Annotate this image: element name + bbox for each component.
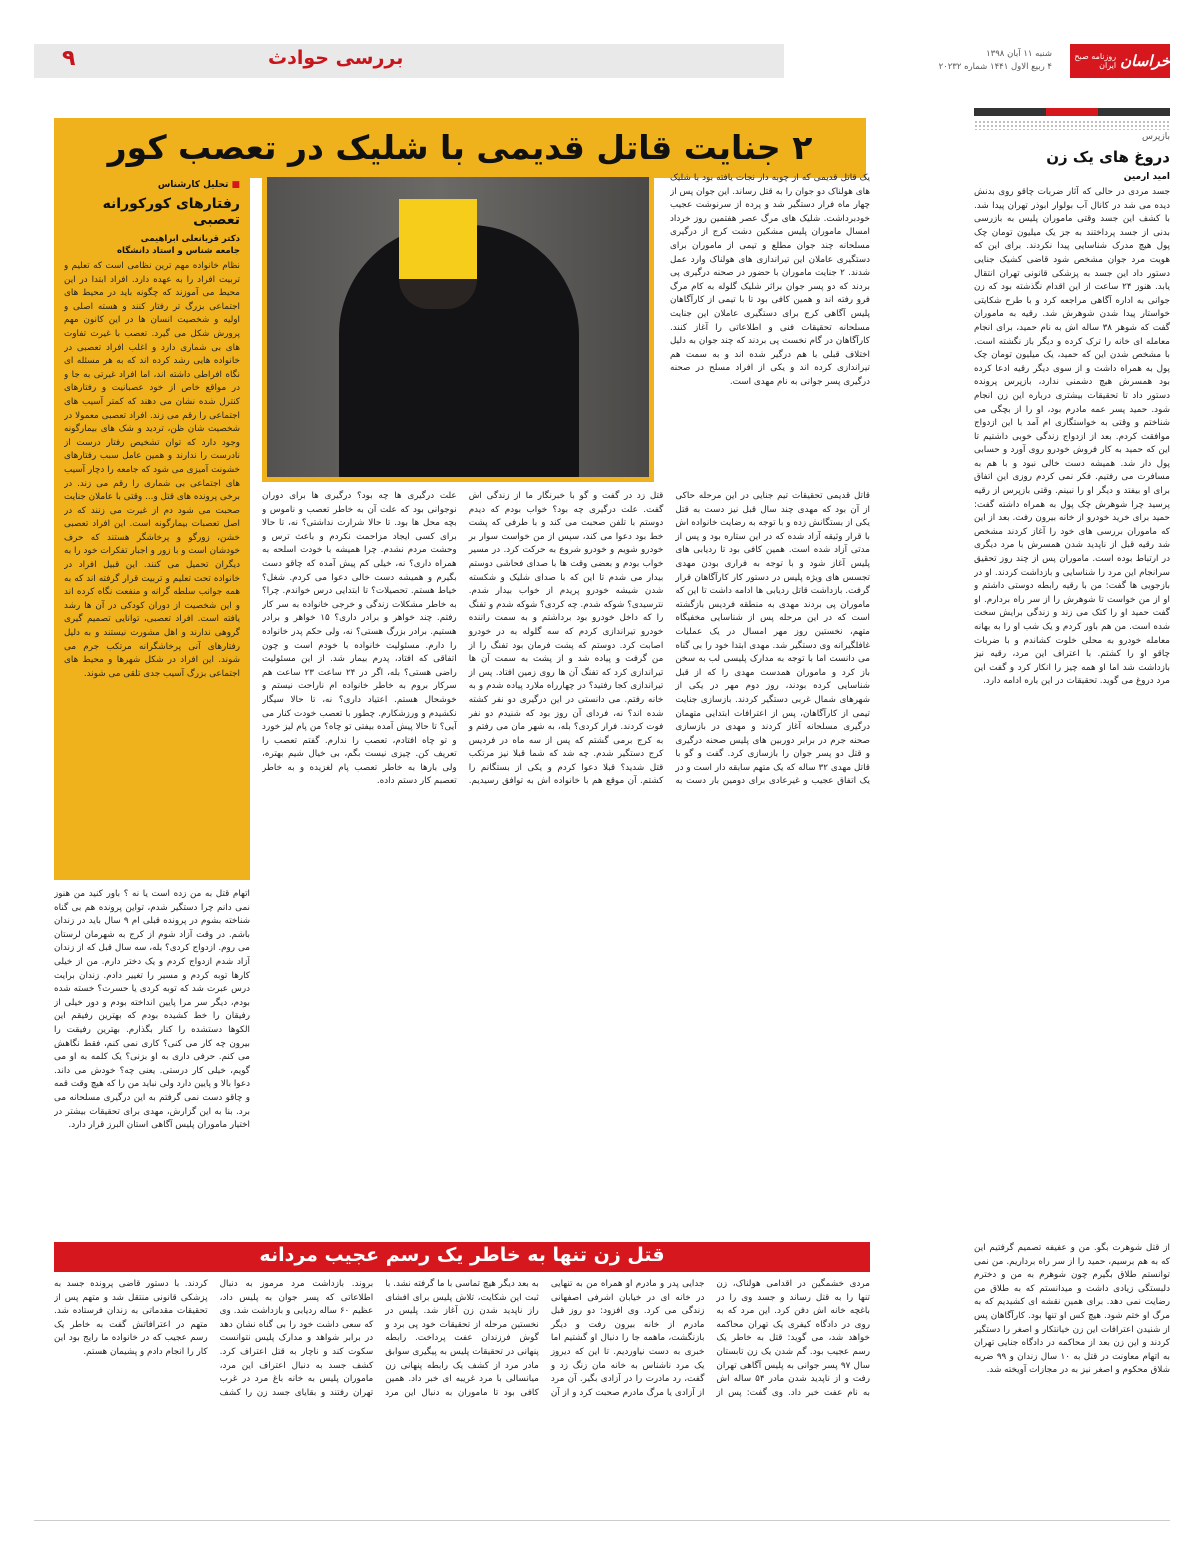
analysis-body: نظام خانواده مهم ترین نظامی است که تعلیم و تربیت افراد را به عهده دارد. افراد ابتدا در این محیط می آموزند که چگونه باید در محیط های اجتماعی بزرگ تر رفتار کنند و هسته اصلی و اولیه و شخصیت انسان ها در این کانون مهم پرورش شکل می گیرد. تعصب با غیرت تفاوت های بی شماری دارد و اغلب افراد تعصبی در خانواده هایی رشد کرده اند که به هر مسئله ای نگاه افراطی داشته اند، اما افراد غیرتی به جا و در مواقع خاص از خود عصبانیت و رفتارهای کنترل شده نشان می دهند که کمتر آسیب های اجتماعی را رقم می زند. افراد تعصبی معمولا در شخصیت شان ظن، تردید و شک های بیمارگونه وجود دارد که توان تشخیص رفتار درست از نادرست را ندارند و همین عامل سبب رفتارهای خشونت آمیزی می شود که جامعه را دچار آسیب های اجتماعی بی شماری را رقم می زند. در برخی پرونده های قتل و... وقتی با عاملان جنایت صحبت می شود دم از غیرت می زنند که در اصل تعصبات بیمارگونه است. این افراد تعصبی خشن، زورگو و پرخاشگر هستند که حرف خودشان است و با زور و اجبار تفکرات خود را به دیگران تحمیل می کنند. این قبیل افراد در خانواده تحت تعلیم و تربیت قرار گرفته اند که به همه جوانب سلطه گرانه و منفعت نگاه کرده اند و این شخصیت از دوران کودکی در آن ها رشد یافته است. افراد تعصبی، توانایی تصمیم گیری گروهی ندارند و اهل مشورت نیستند و به دلیل رفتارهای آنی پرخاشگرانه مرتکب جرم می شوند. این افراد در شکل شهرها و محیط های اجتماعی بزرگ آسیب جدی تلقی می شوند. bbox=[64, 261, 240, 679]
sidebar-story-continued: از قتل شوهرت بگو. من و عفیفه تصمیم گرفتیم این که به هم برسیم، حمید را از سر راه برداریم. من نمی توانستم طلاق بگیرم چون شوهرم به من و دخترم دلبستگی زیادی داشت و میدانستم که به طلاق من رضایت نمی دهد. برای همین نقشه ای کشیدیم که به مرگ او ختم شود. هیچ کس او تنها بود. کارآگاهان پس از شنیدن اعترافات این زن خیانتکار و اصغر را دستگیر کردند و این زن بعد از محاکمه در دادگاه جنایی تهران به اتهام معاونت در قتل به ۱۰ سال زندان و ۹۹ ضربه شلاق محکوم و اصغر نیز به در مجازات آویخته شد. bbox=[974, 1243, 1170, 1376]
analysis-author: دکتر قربانعلی ابراهیمی bbox=[140, 234, 240, 244]
sidebar-headline[interactable]: دروغ های یک زن bbox=[1046, 148, 1170, 166]
sidebar-story bbox=[974, 108, 1170, 1233]
analysis-title[interactable]: رفتارهای کورکورانه تعصبی bbox=[102, 196, 240, 228]
issue-date-line1: شنبه ۱۱ آبان ۱۳۹۸ bbox=[986, 49, 1052, 59]
issue-info bbox=[792, 48, 1052, 74]
page-bottom-rule bbox=[34, 1520, 1170, 1521]
main-headline[interactable]: ۲ جنایت قاتل قدیمی با شلیک در تعصب کور bbox=[107, 128, 813, 167]
main-intro: یک قاتل قدیمی که از چوبه دار نجات یافته بود با شلیک های هولناک دو جوان را به قتل رساند. این جوان پس از چهار ماه فرار دستگیر شد و پرده از سرنوشت عجیب خودبرداشت. شلیک های مرگ عصر هفتمین روز خرداد امسال ماموران پلیس مشکین دشت کرج از درگیری مسلحانه چند جوان مطلع و تیمی از ماموران برای دستگیری عاملان این تیراندازی های هولناک وارد عمل شدند. ۲ جنایت ماموران با حضور در صحنه درگیری پی بردند که دو پسر جوان براثر شلیک گلوله به کام مرگ فرو رفته اند و همین کافی بود تا با تیمی از کارآگاهان پلیس آگاهی کرج برای دستگیری عاملان این جنایت مسلحانه تحقیقات فنی و اطلاعاتی را آغاز کنند. کارآگاهان در گام نخست پی بردند که چند جوان به دلیل اختلاف قبلی با هم درگیر شده اند و به سمت هم تیراندازی کرده اند و یکی از افراد مسلح در صحنه درگیری پسر جوانی به نام مهدی است. bbox=[670, 173, 870, 387]
newspaper-brand[interactable] bbox=[1070, 44, 1170, 78]
sidebar-top-rule bbox=[974, 108, 1170, 116]
suspect-photo bbox=[262, 172, 654, 482]
issue-date-line2: ۴ ربیع الاول ۱۴۴۱ شماره ۲۰۲۳۲ bbox=[938, 62, 1052, 72]
bottom-headline[interactable]: قتل زن تنها به خاطر یک رسم عجیب مردانه bbox=[259, 1244, 665, 1266]
section-band bbox=[34, 44, 784, 78]
main-body: قاتل قدیمی تحقیقات تیم جنایی در این مرحله حاکی از آن بود که مهدی چند سال قبل نیز دست به قتل یکی از بستگانش زده و با توجه به رضایت خانواده اش با قرار وثیقه آزاد شده که در این ستاره بود و پس از مدتی آزاد شده است. همین کافی بود تا ردیابی های پلیس آغاز شود و با توجه به فراری بودن مهدی تجسس های ویژه پلیس در دستور کار کارآگاهان قرار گرفت. بازداشت قاتل ردیابی ها ادامه داشت تا این که ماموران پی بردند مهدی به منطقه فردیس بازگشته است که در این مرحله پس از شناسایی مخفیگاه متهم، نخستین روز مهر امسال در یک عملیات غافلگیرانه وی دستگیر شد. مهدی ابتدا خود را بی گناه می دانست اما با توجه به مدارک پلیسی لب به سخن باز کرد و ماموران همدست مهدی را که از قبل شناسایی کرده بودند، روز دوم مهر در یکی از شهرهای شمال غربی دستگیر کردند. بازسازی جنایت تیمی از کارآگاهان، پس از اعترافات ابتدایی متهمان درگیری مسلحانه آغاز کردند و مهدی در بازسازی صحنه جرم در برابر دوربین های پلیس صحنه درگیری و قتل دو پسر جوان را بازسازی کرد. گفت و گو با قاتل مهدی ۳۲ ساله که یک متهم سابقه دار است و در یک اتفاق عجیب و غیرعادی برای دومین بار دست به قتل زد در گفت و گو با خبرنگار ما از زندگی اش گفت. علت درگیری چه بود؟ خواب بودم که دیدم دوستم با تلفن صحبت می کند و با طرفی که پشت خط بود دعوا می کند، سپس از من خواست سوار بر خودرو شویم و خودرو شروع به حرکت کرد. در مسیر خواب بودم و بعضی وقت ها با صدای فحاشی دوستم بیدار می شدم تا این که با صدای شلیک و شکسته شدن شیشه خودرو پریدم از خواب بیدار شدم. نترسیدی؟ شوکه شدم. چه کردی؟ شوکه شدم و تفنگ را که داخل خودرو بود برداشتم و به سمت راننده خودرو تیراندازی کردم که سه گلوله به در خودرو اصابت کرد. دوستم که پشت فرمان بود تفنگ را از من گرفت و پیاده شد و از پشت به سمت آن ها تیراندازی کرد که تفنگ آن ها روی زمین افتاد. پس از تیراندازی کجا رفتید؟ در چهارراه ملارد پیاده شدم و به خانه رفتم. می دانستی در این درگیری دو نفر کشته شده اند؟ نه، فردای آن روز بود که شنیدم دو نفر فوت کردند. فرار کردی؟ بله، به شهر مان می رفتم و به کرج برمی گشتم که پس از سه ماه در فردیس کرج دستگیر شدم. چه شد که شما قبلا نیز مرتکب قتل شدید؟ قبلا دعوا کردم و یکی از بستگانم را کشتم. آن موقع هم با خانواده اش به توافق رسیدیم. علت درگیری ها چه بود؟ درگیری ها برای دوران نوجوانی بود که علت آن به خاطر تعصب و ناموس و بچه محل ها بود. تا حالا شرارت نداشتی؟ نه، تا حالا برای کسی ایجاد مزاحمت نکردم و باعث ترس و وحشت مردم نشدم. چرا همیشه با خودت اسلحه به همراه داری؟ نه، خیلی کم پیش آمده که چاقو دست بگیرم و همیشه دست خالی دعوا می کردم. شغل؟ خیاط هستم. تحصیلات؟ تا ابتدایی درس خواندم. چرا؟ به خاطر مشکلات زندگی و خرجی خانواده به سر کار رفتم. چند خواهر و برادر داری؟ ۱۵ خواهر و برادر هستیم. برادر بزرگ هستی؟ نه، ولی حکم پدر خانواده را دارم. مسئولیت خانواده با خودم است و چون اتفاقی که افتاد، پدرم بیمار شد. از این مسئولیت راضی هستی؟ بله، اگر در ۲۴ ساعت ۲۳ ساعت هم سرکار بروم به خاطر خانواده ام ناراحت نیستم و خوشحال هستم. اعتیاد داری؟ نه، تا حالا سیگار نکشیدم و ورزشکارم. چطور با تعصب خودت کنار می آیی؟ تا حالا پیش آمده بیفتی تو چاه؟ من پام لیز خورد و تو چاه افتادم، تعصب را ندارم. گفتم تعصب را تعریف کن. چیزی نیست بگم، بی خیال شیم بهتره، ولی بارها به خاطر تعصب پام لغزیده و به خاطر تعصبم کار دستم داده. bbox=[262, 491, 870, 787]
bottom-headline-bar bbox=[54, 1242, 870, 1272]
sidebar-kicker: بازپرس bbox=[1141, 132, 1170, 142]
page-header bbox=[34, 44, 1170, 78]
page-number: ۹ bbox=[62, 46, 76, 71]
main-body-continued: اتهام قتل به من زده است یا نه ؟ باور کنید من هنوز نمی دانم چرا دستگیر شدم، تواین پرونده هم بی گناه شناخته بشوم در پرونده قبلی ام ۹ سال باید در زندان باشم. در وقت آزاد شوم از کرج به شهرمان لرستان می روم. ازدواج کردی؟ بله، سه سال قبل که از زندان آزاد شدم ازدواج کردم و یک دختر دارم. من از خیلی کارها توبه کردم و مسیر را تغییر دادم. زندان برایت درس عبرت شد که توبه کردی یا حسرت؟ خسته شده بودم، دیگر سر مرا پایین انداخته بودم و دور خیلی از رفیقان را خط کشیده بودم که بهترین رفیقم این الکوها دستشده را کنار بگذارم. بهترین رفیقت را بیرون چه کار می کنی؟ کاری نمی کنم، فقط نگاهش می کنم. حرفی داری به او بزنی؟ یک کلمه به او می گویم، خیلی کار درستی. یعنی چه؟ خودش می داند. دعوا بالا و پایین دارد ولی نباید من را که هیچ وقت قمه و چاقو دست نمی گرفتم به این درگیری مسلحانه می برد. بنا به این گزارش، مهدی برای تحقیقات بیشتر در اختیار ماموران پلیس آگاهی استان البرز قرار دارد. bbox=[54, 889, 250, 1131]
main-headline-bar bbox=[54, 118, 866, 178]
brand-logo: خراسان bbox=[1120, 52, 1170, 70]
bullet-square-icon: ■ bbox=[228, 180, 240, 190]
section-title: بررسی حوادث bbox=[268, 47, 404, 69]
sidebar-author: امید ارمین bbox=[1123, 172, 1170, 182]
analysis-kicker bbox=[64, 180, 240, 190]
sidebar-dot-pattern bbox=[974, 120, 1170, 130]
bottom-story-body: مردی خشمگین در اقدامی هولناک، زن تنها را به قتل رساند و جسد وی را در باغچه خانه اش دفن کرد. این مرد که به روی در دادگاه کیفری یک تهران محاکمه خواهد شد، می گوید: قتل به خاطر یک رسم عجیب بود. گم شدن یک زن تابستان سال ۹۷ پسر جوانی به پلیس آگاهی تهران رفت و از ناپدید شدن مادر ۵۴ ساله اش به نام عفت خبر داد. وی گفت: پس از جدایی پدر و مادرم او همراه من به تنهایی در خانه ای در خیابان اشرفی اصفهانی زندگی می کرد. وی افزود: دو روز قبل مادرم از خانه بیرون رفت و دیگر بازنگشت، ماهمه جا را دنبال او گشتیم اما خبری به دست نیاوردیم. تا این که دیروز یک مرد ناشناس به خانه مان زنگ زد و گفت، رد مادرت را در آزادی بگیر. آن مرد از آزادی یا مرگ مادرم صحبت کرد و از آن به بعد دیگر هیچ تماسی با ما گرفته نشد. با ثبت این شکایت، تلاش پلیس برای افشای راز ناپدید شدن زن آغاز شد. پلیس در نخستین مرحله از تحقیقات خود پی برد و گوش فرزندان عفت پرداخت. رابطه پنهانی در تحقیقات پلیس به پیگیری سوابق مادر مرد از کشف یک رابطه پنهانی زن میانسالی با مرد غریبه ای خبر داد. همین کافی بود تا ماموران به دنبال این مرد بروند. بازداشت مرد مرموز به دنبال اطلاعاتی که پسر جوان به پلیس داد، عظیم ۶۰ ساله ردیابی و بازداشت شد. وی که سعی داشت خود را بی گناه نشان دهد در برابر شواهد و مدارک پلیس نتوانست سکوت کند و ناچار به قتل اعتراف کرد. کشف جسد به دنبال اعتراف این مرد، ماموران پلیس به خانه باغ مرد در غرب تهران رفتند و بقایای جسد زن را کشف کردند. با دستور قاضی پرونده جسد به پزشکی قانونی منتقل شد و متهم پس از تحقیقات مقدماتی به زندان فرستاده شد. متهم در اعترافاتش گفت به خاطر یک رسم عجیب که در خانواده ما رایج بود این کار را انجام دادم و پشیمان هستم. bbox=[54, 1279, 870, 1398]
face-censor-block bbox=[399, 199, 477, 279]
analysis-kicker-text: تحلیل کارشناس bbox=[157, 180, 229, 190]
expert-analysis-box bbox=[54, 172, 250, 880]
analysis-author-role: جامعه شناس و استاد دانشگاه bbox=[117, 246, 240, 256]
brand-subtitle: روزنامه صبح ایران bbox=[1074, 52, 1117, 70]
sidebar-body: جسد مردی در حالی که آثار ضربات چاقو روی بدنش دیده می شد در کانال آب بولوار ابوذر تهران پیدا شد. با کشف این جسد وقتی ماموران پلیس به بازرسی بدنی از جسد پرداختند به جز یک میلیون تومان چک پول هیچ مدرک شناسایی پیدا نکردند. برای این که هویت مرد جوان مشخص شود قاضی کشیک جنایی دستور داد این جسد به پزشکی قانونی تهران انتقال یابد. هنوز ۲۴ ساعت از این اقدام نگذشته بود که زن جوانی به اداره آگاهی مراجعه کرد و با طرح شکایتی خواستار پیدا شدن شوهرش شد. رقیه به ماموران گفت که شوهر ۳۸ ساله اش به نام حمید، برای انجام معامله ای خانه را ترک کرده و دیگر باز نگشته است. با مشخص شدن این که حمید، یک میلیون تومان چک پول به همراه داشت و از سوی دیگر رقیه ادعا کرده بود همسرش هیچ دشمنی ندارد، بازپرس پرونده دستور داد تا تحقیقات بیشتری درباره این زن انجام شود. حمید پسر عمه مادرم بود، او را از بچگی می شناختم و وقتی به خواستگاری ام آمد با این ازدواج موافقت کردم. بعد از ازدواج زندگی خوبی داشتیم تا این که حمید به کار فروش خودرو روی آورد و حسابی پول دار شد. همیشه دست خالی نبود و با هم به مسافرت می رفتیم. فکر نمی کردم روزی این اتفاق برای او بیفتد و دیگر او را نبینم. وقتی بازپرس از رقیه پرسید چرا شوهرش چک پول به همراه داشته گفت: حمید برای خرید خودرو از خانه بیرون رفت. بعد از این که ماموران بررسی های خود را آغاز کردند مشخص شد رقیه قبل از ناپدید شدن همسرش با مرد دیگری در ارتباط بوده است. ماموران پس از چند روز تحقیق سرانجام این مرد را شناسایی و بازداشت کردند. او در بازجویی ها گفت: من با رقیه رابطه دوستی داشتم و او از من خواست تا شوهرش را از سر راه بردارم. او گفت حمید او را کتک می زند و زندگی برایش سخت شده است. من هم باور کردم و یک شب او را به بهانه معامله خودرو به محلی خلوت کشاندم و با ضربات چاقو او را کشتم. با اعتراف این مرد، رقیه نیز بازداشت شد اما او همه چیز را انکار کرد و گفت این مرد دروغ می گوید. تحقیقات در این باره ادامه دارد. bbox=[974, 187, 1170, 687]
